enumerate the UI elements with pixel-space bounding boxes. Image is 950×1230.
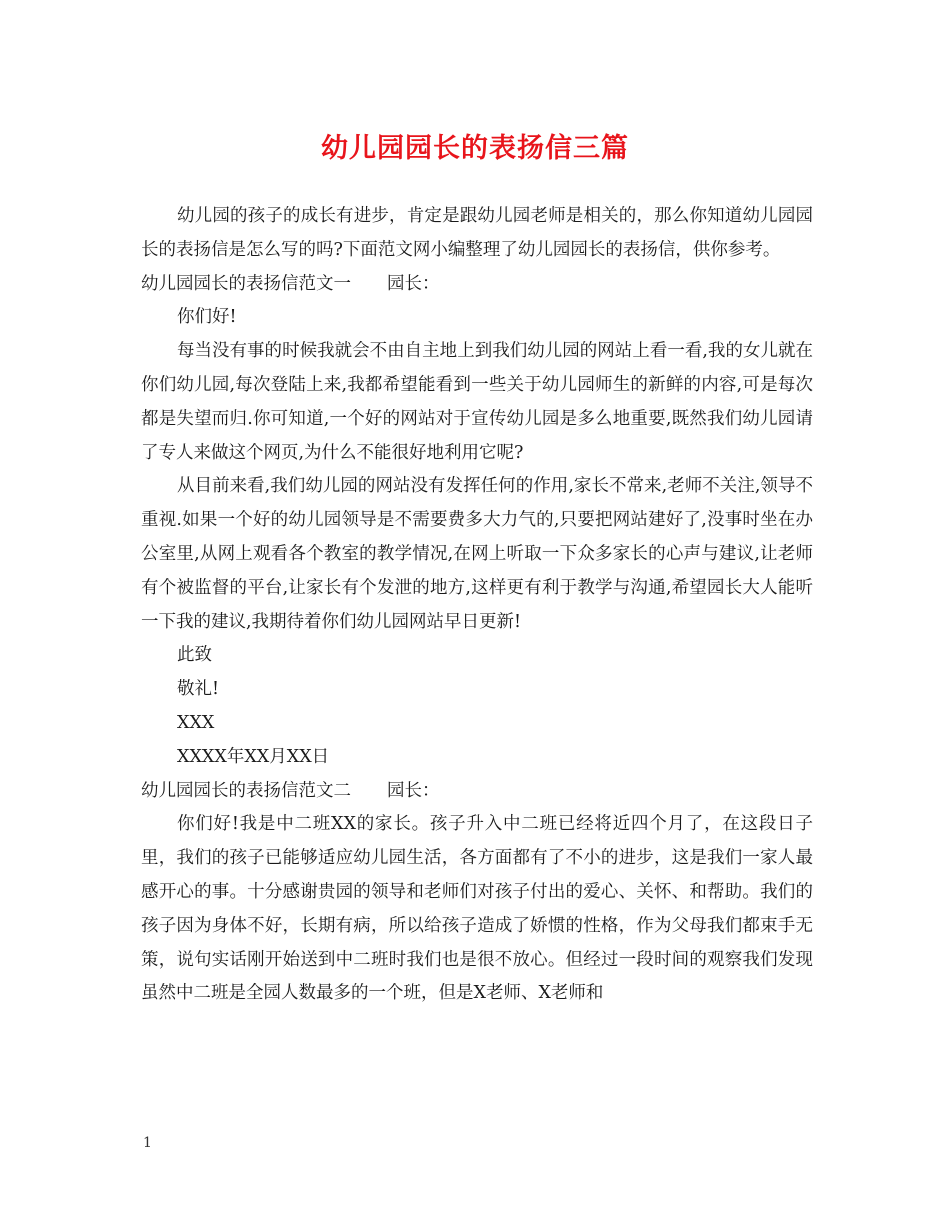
letter1-paragraph-2: 从目前来看,我们幼儿园的网站没有发挥任何的作用,家长不常来,老师不关注,领导不重视.如果一个好的幼儿园领导是不需要费多大力气的,只要把网站建好了,没事时坐在办公室里,从网上观看各个教室的教学情况,在网上听取一下众多家长的心声与建议,让老师有个被监督的平台,让家长有个发泄的地方,这样更有利于教学与沟通,希望园长大人能听一下我的建议,我期待着你们幼儿园网站早日更新! [141,476,813,632]
letter2-heading: 幼儿园园长的表扬信范文二 [141,780,351,801]
letter1-date: XXXX年XX月XX日 [177,746,330,767]
letter2-paragraph-1: 你们好!我是中二班XX的家长。孩子升入中二班已经将近四个月了，在这段日子里，我们的孩子已能够适应幼儿园生活，各方面都有了不小的进步，这是我们一家人最感开心的事。十分感谢贵园的领导和老师们对孩子付出的爱心、关怀、和帮助。我们的孩子因为身体不好，长期有病，所以给孩子造成了娇惯的性格，作为父母我们都束手无策，说句实话刚开始送到中二班时我们也是很不放心。但经过一段时间的观察我们发现虽然中二班是全园人数最多的一个班，但是X老师、X老师和 [141,814,813,1004]
letter1-closing-1: 此致 [177,645,212,666]
page-number: 1 [143,1135,152,1151]
document-body [141,200,813,1011]
document-title: 幼儿园园长的表扬信三篇 [321,133,629,164]
letter2-heading-line [141,775,813,809]
letter1-paragraph-1: 每当没有事的时候我就会不由自主地上到我们幼儿园的网站上看一看,我的女儿就在你们幼儿园,每次登陆上来,我都希望能看到一些关于幼儿园师生的新鲜的内容,可是每次都是失望而归.你可知道,一个好的网站对于宣传幼儿园是多么地重要,既然我们幼儿园请了专人来做这个网页,为什么不能很好地利用它呢? [141,341,813,463]
letter2-salutation: 园长： [387,780,440,801]
letter1-salutation: 园长： [387,273,440,294]
letter1-closing-2: 敬礼! [177,679,220,700]
intro-paragraph: 幼儿园的孩子的成长有进步，肯定是跟幼儿园老师是相关的，那么你知道幼儿园园长的表扬信是怎么写的吗?下面范文网小编整理了幼儿园园长的表扬信，供你参考。 [141,206,813,260]
letter1-heading-line [141,268,813,302]
letter1-heading: 幼儿园园长的表扬信范文一 [141,273,351,294]
letter1-signature: XXX [177,712,215,733]
letter1-greeting: 你们好! [177,307,237,328]
